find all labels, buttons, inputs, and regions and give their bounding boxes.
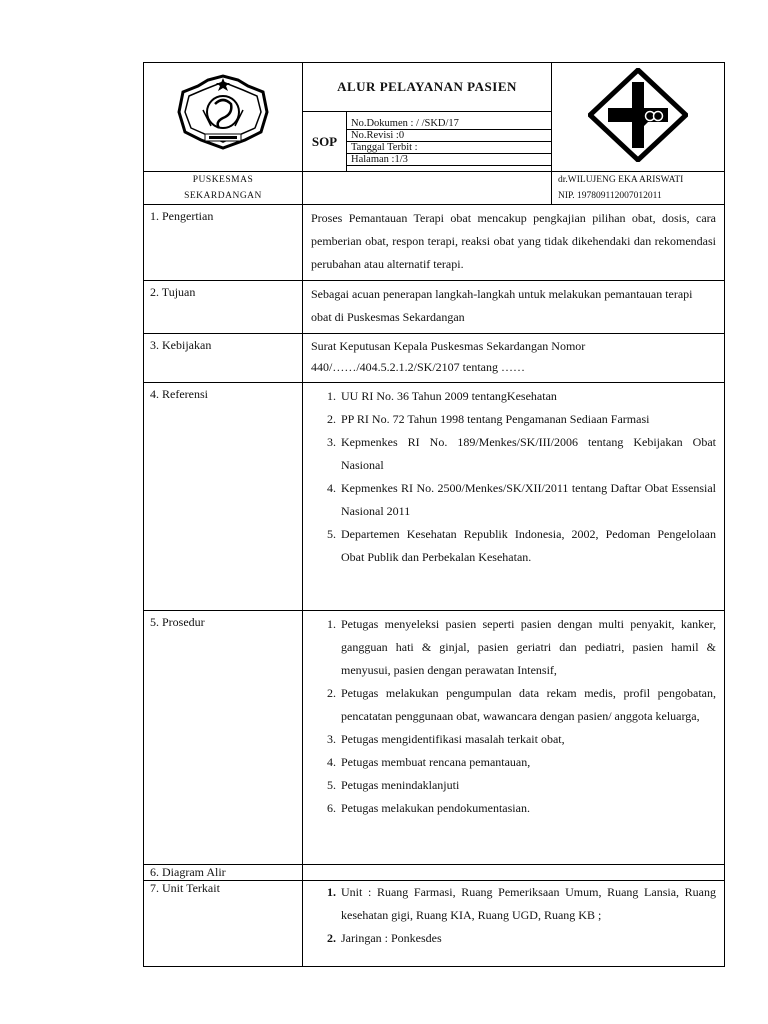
body-table xyxy=(143,205,725,967)
referensi-item: 3. Kepmenkes RI No. 189/Menkes/SK/III/2006 tentang Kebijakan Obat Nasional xyxy=(339,431,716,477)
unit-label: 7. Unit Terkait xyxy=(144,881,303,967)
referensi-label: 4. Referensi xyxy=(144,383,303,611)
unit-list-cell xyxy=(303,881,725,967)
referensi-item: 4. Kepmenkes RI No. 2500/Menkes/SK/XII/2011 tentang Daftar Obat Essensial Nasional 2011 xyxy=(339,477,716,523)
puskesmas-name xyxy=(144,172,303,205)
left-logo-cell xyxy=(144,63,303,172)
diagram-content xyxy=(303,865,725,881)
document-info-cell xyxy=(347,112,552,172)
pengertian-text: Proses Pemantauan Terapi obat mencakup pengkajian pilihan obat, dosis, cara pemberian obat, respon terapi, reaksi obat yang tidak dikehendaki dan rekomendasi perubahan atau alternatif terapi. xyxy=(303,205,725,281)
prosedur-item: 3. Petugas mengidentifikasi masalah terkait obat, xyxy=(339,728,716,751)
tujuan-text: Sebagai acuan penerapan langkah-langkah untuk melakukan pemantauan terapi obat di Puskesmas Sekardangan xyxy=(303,281,725,334)
kebijakan-text: Surat Keputusan Kepala Puskesmas Sekardangan Nomor 440/……/404.5.2.1.2/SK/2107 tentang …… xyxy=(303,334,725,383)
no-dokumen: No.Dokumen : / /SKD/17 xyxy=(347,118,551,130)
tujuan-label: 2. Tujuan xyxy=(144,281,303,334)
unit-item: 1. Unit : Ruang Farmasi, Ruang Pemeriksaan Umum, Ruang Lansia, Ruang kesehatan gigi, Ruang KIA, Ruang UGD, Ruang KB ; xyxy=(339,881,716,927)
tanggal-terbit: Tanggal Terbit : xyxy=(347,141,551,153)
kebijakan-label: 3. Kebijakan xyxy=(144,334,303,383)
prosedur-list-cell xyxy=(303,611,725,865)
diagram-label: 6. Diagram Alir xyxy=(144,865,303,881)
referensi-item: 5. Departemen Kesehatan Republik Indonesia, 2002, Pedoman Pengelolaan Obat Publik dan Perbekalan Kesehatan. xyxy=(339,523,716,569)
referensi-item: 1. UU RI No. 36 Tahun 2009 tentangKesehatan xyxy=(339,385,716,408)
header-table xyxy=(143,62,725,205)
document-title: ALUR PELAYANAN PASIEN xyxy=(303,63,552,112)
referensi-list-cell xyxy=(303,383,725,611)
referensi-list xyxy=(311,385,716,569)
sop-label: SOP xyxy=(303,112,347,172)
prosedur-item: 4. Petugas membuat rencana pemantauan, xyxy=(339,751,716,774)
sop-document xyxy=(143,62,724,967)
blank-cell xyxy=(303,172,552,205)
signer-name: dr.WILUJENG EKA ARISWATI xyxy=(558,175,684,185)
prosedur-list xyxy=(311,613,716,820)
pengertian-label: 1. Pengertian xyxy=(144,205,303,281)
right-logo-cell xyxy=(552,63,725,172)
regency-emblem-icon xyxy=(173,74,273,156)
prosedur-item: 5. Petugas menindaklanjuti xyxy=(339,774,716,797)
puskesmas-location: SEKARDANGAN xyxy=(184,191,262,201)
unit-list xyxy=(311,881,716,950)
halaman: Halaman :1/3 xyxy=(347,153,551,165)
prosedur-item: 6. Petugas melakukan pendokumentasian. xyxy=(339,797,716,820)
referensi-item: 2. PP RI No. 72 Tahun 1998 tentang Pengamanan Sediaan Farmasi xyxy=(339,408,716,431)
prosedur-item: 2. Petugas melakukan pengumpulan data rekam medis, profil pengobatan, pencatatan penggunaan obat, wawancara dengan pasien/ anggota keluarga, xyxy=(339,682,716,728)
no-revisi: No.Revisi :0 xyxy=(347,129,551,141)
signer-cell xyxy=(552,172,725,205)
puskesmas-cross-icon xyxy=(588,68,688,162)
signer-nip: NIP. 197809112007012011 xyxy=(558,191,662,201)
prosedur-item: 1. Petugas menyeleksi pasien seperti pasien dengan multi penyakit, kanker, gangguan hati & ginjal, pasien geriatri dan pediatri, pasien hamil & menyusui, pasien dengan perawatan Intensif, xyxy=(339,613,716,682)
prosedur-label: 5. Prosedur xyxy=(144,611,303,865)
puskesmas-label: PUSKESMAS xyxy=(192,175,254,185)
document-info-table xyxy=(347,118,551,166)
unit-item: 2. Jaringan : Ponkesdes xyxy=(339,927,716,950)
